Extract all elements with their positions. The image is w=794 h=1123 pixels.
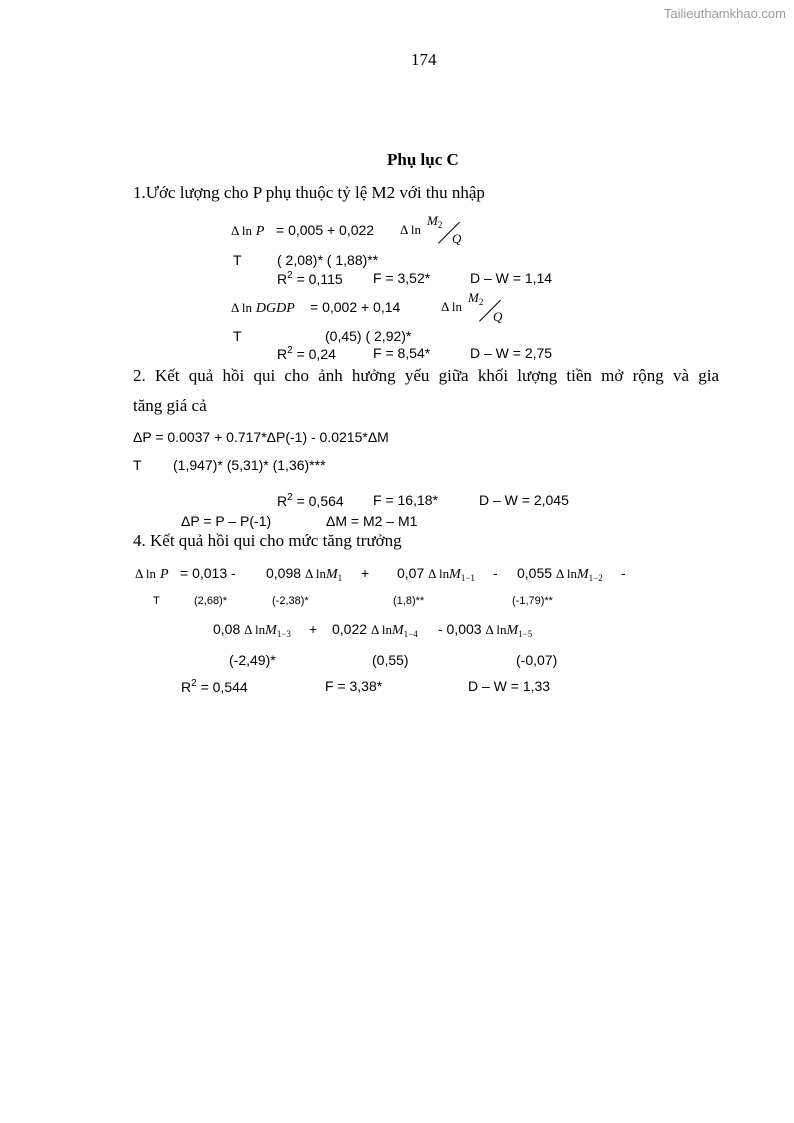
s4-coef-m1-5: - 0,003 Δ lnM$_{1-5}$ — [438, 621, 533, 639]
s4-op1: + — [361, 565, 370, 581]
s4-coef-m1-3: 0,08 Δ lnM$_{1-3}$ — [213, 621, 291, 639]
eq2-frac-denominator: Q — [493, 309, 503, 324]
eq2-t-label: T — [233, 328, 242, 344]
eq2-durbin-watson: D – W = 2,75 — [470, 345, 553, 361]
eq1-durbin-watson: D – W = 1,14 — [470, 270, 553, 286]
s4-coef-m1-2: 0,055 Δ lnM$_{1-2}$ — [517, 565, 603, 583]
section2-t-label: T — [133, 457, 142, 473]
s4-t-label: T — [153, 595, 160, 607]
s4-coef-m1-4: 0,022 Δ lnM$_{1-4}$ — [332, 621, 418, 639]
eq2-term: Δ ln — [441, 299, 463, 314]
section2-durbin-watson: D – W = 2,045 — [479, 492, 569, 508]
section4-title: 4. Kết quả hồi qui cho mức tăng trưởng — [133, 531, 402, 550]
eq1-frac-denominator: Q — [452, 231, 462, 246]
eq1-term: Δ ln — [400, 222, 422, 237]
eq2-frac-numerator: $M_2$ — [468, 290, 484, 307]
eq1-f-stat: F = 3,52* — [373, 270, 431, 286]
eq1-frac-numerator: $M_2$ — [427, 213, 443, 230]
s4-t1-v3: (1,8)** — [393, 595, 425, 607]
eq2-rhs: = 0,002 + 0,14 — [310, 299, 401, 315]
section2-definition-dm: ΔM = M2 – M1 — [326, 513, 418, 529]
watermark: Tailieuthamkhao.com — [663, 6, 786, 21]
section2-definition-dp: ΔP = P – P(-1) — [181, 513, 272, 529]
s4-t1-v4: (-1,79)** — [512, 595, 553, 607]
section2-title-line2: tăng giá cả — [133, 396, 207, 415]
s4-coef-m1: 0,098 Δ lnM$_1$ — [266, 565, 343, 583]
eq1-r-squared: $R^2 = 0,115$ — [277, 270, 343, 287]
section1-title: 1.Ước lượng cho P phụ thuộc tỷ lệ M2 với thu nhập — [133, 183, 485, 202]
eq1-rhs: = 0,005 + 0,022 — [276, 222, 375, 238]
s4-op2: - — [493, 565, 498, 581]
s4-op3: - — [621, 565, 626, 581]
eq1-t-values: ( 2,08)* ( 1,88)** — [277, 252, 379, 268]
section2-title-line1: 2. Kết quả hồi qui cho ảnh hưởng yếu giữa khối lượng tiền mở rộng và gia — [133, 366, 719, 385]
section4-r-squared: $R^2 = 0,544$ — [181, 678, 248, 695]
s4-t2-v3: (-0,07) — [516, 652, 558, 668]
s4-op4: + — [309, 621, 318, 637]
s4-constant: = 0,013 - — [180, 565, 236, 581]
eq2-t-values: (0,45) ( 2,92)* — [325, 328, 412, 344]
s4-t2-v2: (0,55) — [372, 652, 409, 668]
s4-coef-m1-1: 0,07 Δ lnM$_{1-1}$ — [397, 565, 475, 583]
eq1-t-label: T — [233, 252, 242, 268]
section2-r-squared: $R^2 = 0,564$ — [277, 492, 344, 509]
appendix-heading: Phụ lục C — [387, 150, 459, 169]
section2-f-stat: F = 16,18* — [373, 492, 438, 508]
s4-t1-v2: (-2,38)* — [272, 595, 309, 607]
page-number: 174 — [411, 50, 437, 69]
s4-lhs: Δ ln P — [135, 566, 169, 582]
section4-durbin-watson: D – W = 1,33 — [468, 678, 551, 694]
section4-f-stat: F = 3,38* — [325, 678, 383, 694]
eq2-r-squared: $R^2 = 0,24$ — [277, 345, 336, 362]
eq1-lhs: Δ ln P — [231, 223, 265, 239]
section2-t-values: (1,947)* (5,31)* (1,36)*** — [173, 457, 326, 473]
eq2-f-stat: F = 8,54* — [373, 345, 431, 361]
eq2-lhs: Δ ln DGDP — [231, 300, 295, 316]
section2-equation: ΔP = 0.0037 + 0.717*ΔP(-1) - 0.0215*ΔM — [133, 429, 389, 445]
s4-t1-v1: (2,68)* — [194, 595, 228, 607]
s4-t2-v1: (-2,49)* — [229, 652, 276, 668]
